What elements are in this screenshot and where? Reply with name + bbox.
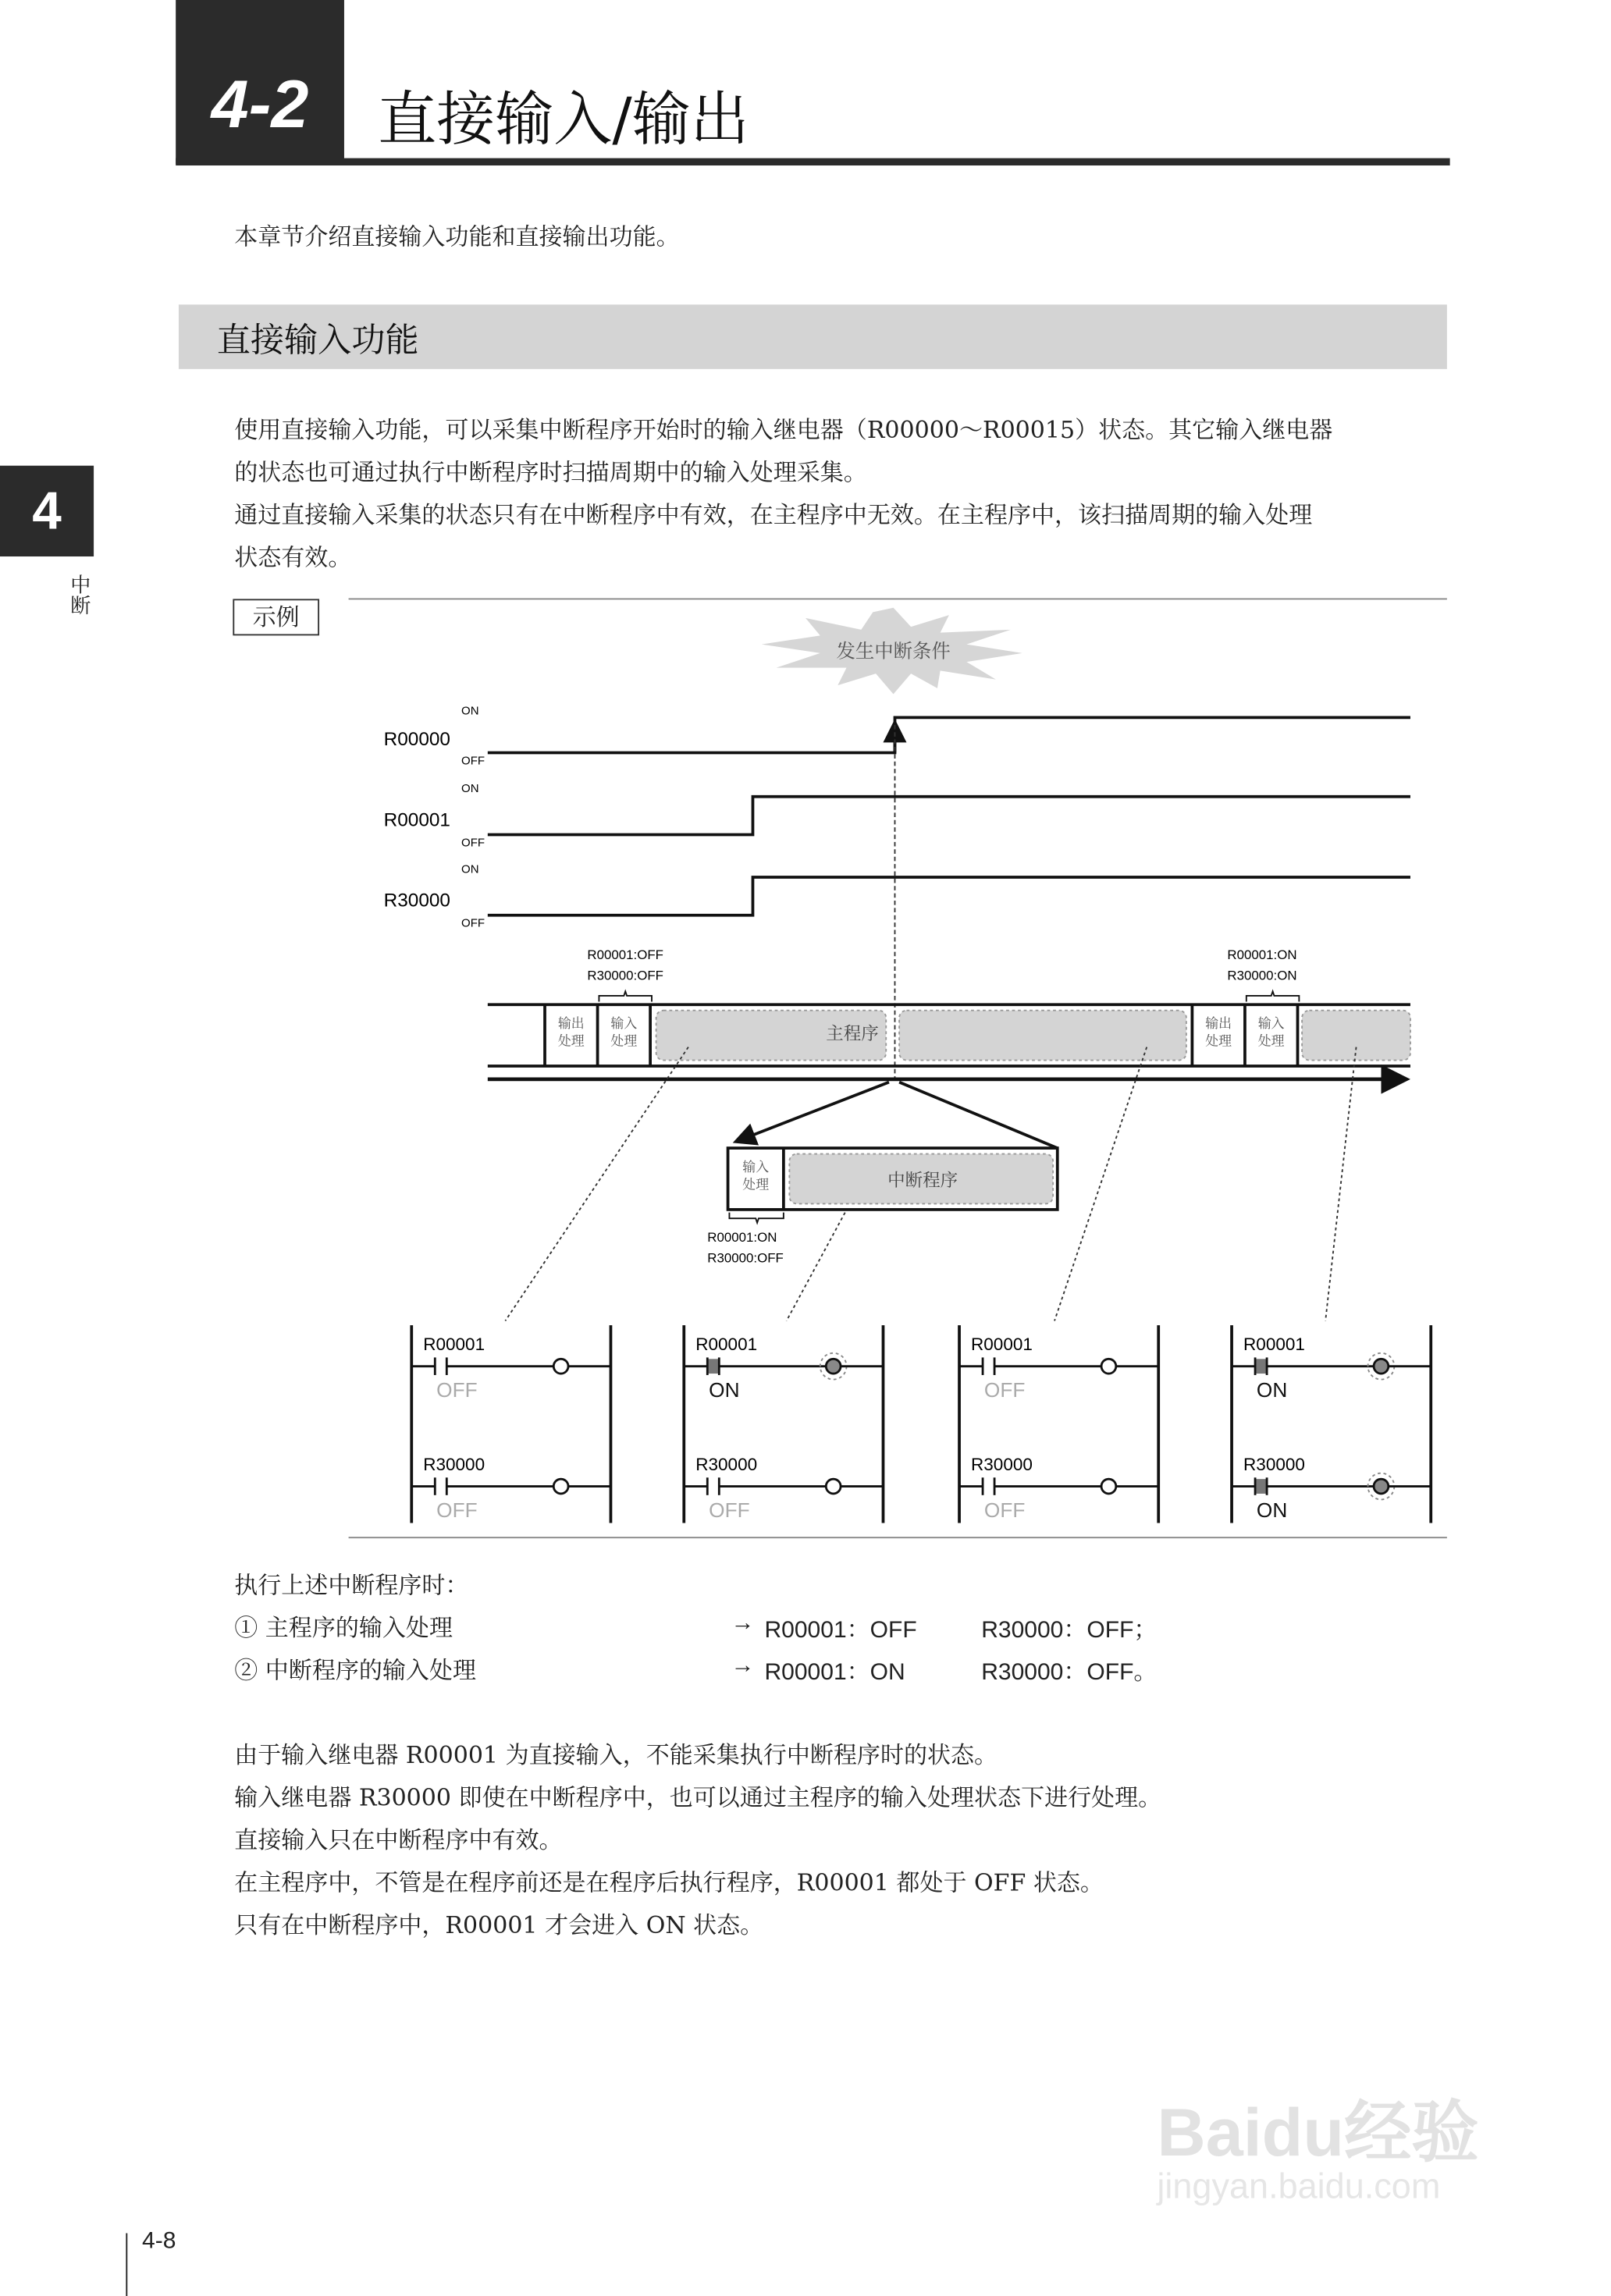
brace — [729, 1213, 783, 1223]
page-title: 直接输入/输出 — [378, 86, 749, 155]
main-program-label: 主程序 — [826, 1024, 879, 1045]
result-value: R30000：OFF； — [981, 1618, 1158, 1644]
coil-icon — [553, 1479, 568, 1494]
input-process-label: 输入处理 — [610, 1018, 638, 1050]
contact-state: OFF — [436, 1498, 478, 1522]
burst-label: 发生中断条件 — [836, 639, 951, 663]
contact-label: R30000 — [971, 1454, 1033, 1474]
coil-icon — [1374, 1479, 1389, 1494]
contact-label: R30000 — [1243, 1454, 1305, 1474]
off-label: OFF — [461, 754, 485, 768]
results-heading: 执行上述中断程序时： — [234, 1571, 469, 1600]
waveform — [488, 877, 1410, 915]
state-label: R00001:ON — [707, 1230, 777, 1246]
contact-label: R30000 — [695, 1454, 758, 1474]
result-value: R00001：ON — [764, 1660, 905, 1686]
contact-state: ON — [1256, 1498, 1288, 1522]
program-block — [899, 1011, 1186, 1061]
result-value: R00001：OFF — [764, 1618, 917, 1644]
note-line: 在主程序中，不管是在程序前还是在程序后执行程序，R00001 都处于 OFF 状态。 — [234, 1868, 1104, 1896]
result-label: ① 主程序的输入处理 — [234, 1613, 453, 1642]
note-line: 输入继电器 R30000 即使在中断程序中，也可以通过主程序的输入处理状态下进行处理。 — [234, 1783, 1162, 1812]
state-label: R00001:ON — [1227, 947, 1297, 963]
result-value: R30000：OFF。 — [981, 1660, 1158, 1686]
contact-label: R00001 — [971, 1335, 1033, 1355]
note-line: 由于输入继电器 R00001 为直接输入，不能采集执行中断程序时的状态。 — [234, 1741, 998, 1769]
ladder-panel — [411, 1325, 610, 1523]
interrupt-program-box — [728, 1148, 1058, 1210]
chapter-number: 4-2 — [211, 66, 309, 143]
interrupt-program-label: 中断程序 — [887, 1170, 958, 1191]
coil-icon — [1101, 1359, 1116, 1374]
on-label: ON — [461, 704, 479, 718]
on-label: ON — [461, 782, 479, 796]
paragraph-line: 使用直接输入功能，可以采集中断程序开始时的输入继电器（R00000～R00015）状态。其它输入继电器 — [234, 415, 1333, 444]
contact-label: R00001 — [423, 1335, 485, 1355]
interrupt-input-process-label: 输入处理 — [742, 1160, 770, 1194]
contact-closed-icon — [1255, 1479, 1267, 1494]
watermark-logo: Baidu经验 — [1157, 2094, 1479, 2170]
result-label: ② 中断程序的输入处理 — [234, 1656, 477, 1684]
waveform — [488, 717, 1410, 752]
brace — [599, 991, 652, 1001]
signal-r00000 — [384, 705, 1410, 768]
coil-icon — [826, 1479, 841, 1494]
contact-state: ON — [1256, 1378, 1288, 1402]
note-line: 直接输入只在中断程序中有效。 — [234, 1825, 563, 1854]
signal-label: R00000 — [383, 729, 451, 751]
contact-state: OFF — [436, 1378, 478, 1402]
note-line: 只有在中断程序中，R00001 才会进入 ON 状态。 — [234, 1910, 764, 1939]
contact-state: OFF — [983, 1378, 1026, 1402]
coil-icon — [826, 1359, 841, 1374]
footer-rule — [126, 2234, 127, 2296]
contact-state: OFF — [983, 1498, 1026, 1522]
paragraph-line: 状态有效。 — [234, 543, 352, 571]
contact-label: R00001 — [695, 1335, 758, 1355]
brace — [1246, 991, 1300, 1001]
contact-state: ON — [709, 1378, 740, 1402]
coil-icon — [553, 1359, 568, 1374]
ladder-panel — [684, 1325, 883, 1523]
state-label: R30000:ON — [1227, 968, 1297, 983]
page-number: 4-8 — [142, 2228, 176, 2254]
coil-icon — [1374, 1359, 1389, 1374]
output-process-label: 输出处理 — [1205, 1018, 1232, 1050]
coil-icon — [1101, 1479, 1116, 1494]
intro-text: 本章节介绍直接输入功能和直接输出功能。 — [234, 222, 680, 251]
watermark-url: jingyan.baidu.com — [1157, 2167, 1441, 2207]
waveform — [488, 797, 1410, 835]
chapter-tab[interactable]: 4 — [0, 466, 94, 556]
section-title: 直接输入功能 — [216, 322, 419, 361]
contact-closed-icon — [1255, 1359, 1267, 1374]
signal-r00001 — [384, 782, 1410, 849]
expand-line — [738, 1082, 889, 1141]
arrow-icon: → — [731, 1611, 755, 1636]
off-label: OFF — [461, 916, 485, 930]
signal-label: R30000 — [383, 890, 451, 912]
output-process-label: 输出处理 — [557, 1018, 585, 1050]
input-process-label: 输入处理 — [1257, 1018, 1285, 1050]
on-label: ON — [461, 862, 479, 876]
arrow-icon: → — [731, 1653, 755, 1679]
state-label: R30000:OFF — [707, 1250, 784, 1266]
example-label: 示例 — [233, 599, 319, 635]
contact-closed-icon — [707, 1359, 719, 1374]
contact-state: OFF — [709, 1498, 750, 1522]
paragraph-line: 的状态也可通过执行中断程序时扫描周期中的输入处理采集。 — [234, 458, 867, 486]
expand-line — [899, 1082, 1058, 1148]
ladder-panel — [1232, 1325, 1431, 1523]
contact-label: R30000 — [423, 1454, 485, 1474]
contact-label: R00001 — [1243, 1335, 1305, 1355]
state-label: R00001:OFF — [587, 947, 663, 963]
ladder-panel — [959, 1325, 1158, 1523]
signal-label: R00001 — [383, 809, 451, 831]
chapter-tab-label: 中断 — [67, 574, 91, 616]
signal-r30000 — [384, 862, 1410, 929]
program-block — [1302, 1011, 1410, 1061]
off-label: OFF — [461, 836, 485, 850]
state-label: R30000:OFF — [587, 968, 663, 983]
paragraph-line: 通过直接输入采集的状态只有在中断程序中有效，在主程序中无效。在主程序中，该扫描周期的输入处理 — [234, 500, 1313, 529]
